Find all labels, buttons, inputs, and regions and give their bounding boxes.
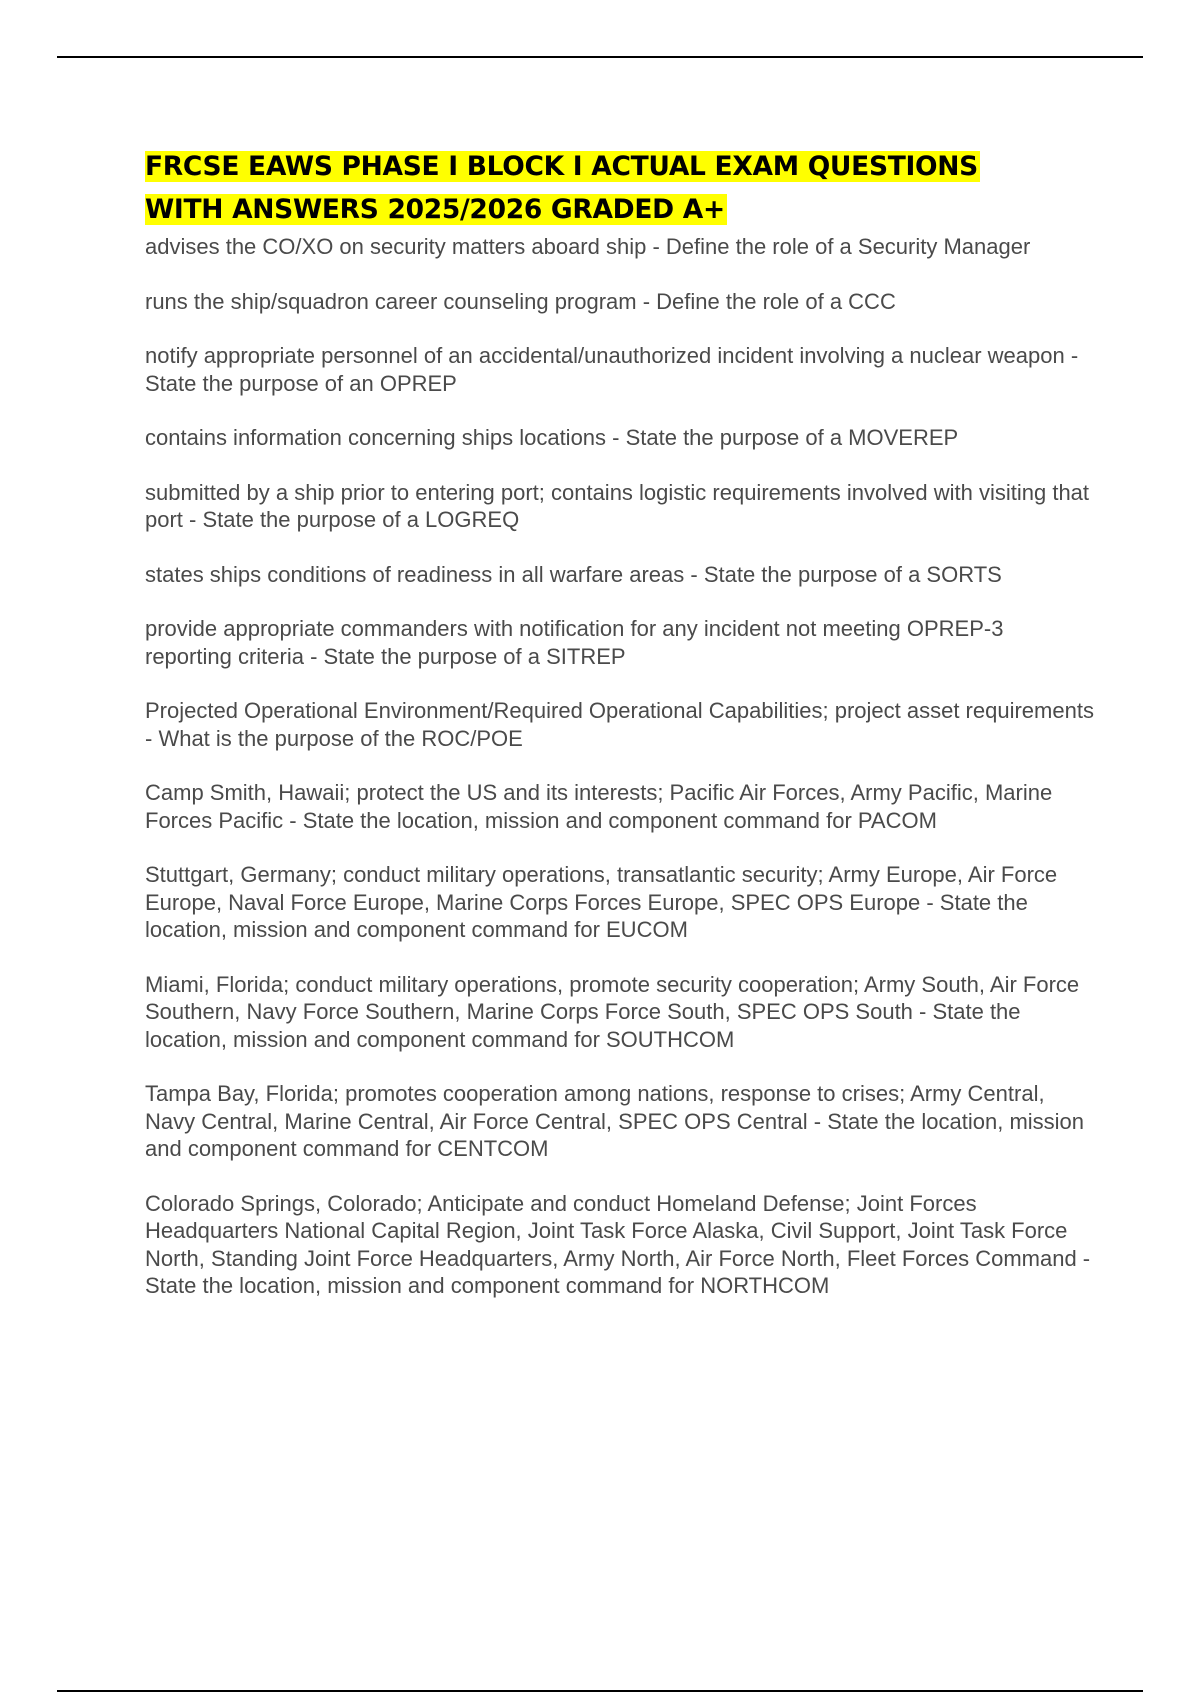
qa-item: Projected Operational Environment/Required Operational Capabilities; project asset requirements - What is the purpose of the ROC/POE: [145, 698, 1094, 751]
question-answer-list: [145, 233, 1095, 1300]
qa-item: Camp Smith, Hawaii; protect the US and its interests; Pacific Air Forces, Army Pacific, Marine Forces Pacific - State the location, mission and component command for PACOM: [145, 780, 1053, 833]
qa-item: Colorado Springs, Colorado; Anticipate and conduct Homeland Defense; Joint Forces Headquarters National Capital Region, Joint Task Force Alaska, Civil Support, Joint Task Force North, Standing Joint Force Headquarters, Army North, Air Force North, Fleet Forces Command - State the location, mission and component command for NORTHCOM: [145, 1190, 1091, 1298]
document-title-line-2: WITH ANSWERS 2025/2026 GRADED A+: [145, 194, 725, 225]
qa-item: Stuttgart, Germany; conduct military operations, transatlantic security; Army Europe, Air Force Europe, Naval Force Europe, Marine Corps Forces Europe, SPEC OPS Europe - State the location, mission and component command for EUCOM: [145, 862, 1058, 942]
document-body: [145, 145, 1095, 1327]
qa-item: provide appropriate commanders with notification for any incident not meeting OPREP-3 reporting criteria - State the purpose of a SITREP: [145, 616, 1004, 669]
document-title: [145, 145, 1095, 231]
qa-item: submitted by a ship prior to entering port; contains logistic requirements involved with visiting that port - State the purpose of a LOGREQ: [145, 479, 1090, 532]
bottom-divider: [57, 1690, 1143, 1692]
qa-item: states ships conditions of readiness in all warfare areas - State the purpose of a SORTS: [145, 561, 1002, 587]
qa-item: contains information concerning ships locations - State the purpose of a MOVEREP: [145, 425, 959, 450]
document-title-line-1: FRCSE EAWS PHASE I BLOCK I ACTUAL EXAM QUESTIONS: [145, 151, 978, 182]
qa-item: runs the ship/squadron career counseling program - Define the role of a CCC: [145, 288, 896, 314]
qa-item: notify appropriate personnel of an accidental/unauthorized incident involving a nuclear weapon - State the purpose of an OPREP: [145, 343, 1079, 396]
qa-item: Tampa Bay, Florida; promotes cooperation among nations, response to crises; Army Central, Navy Central, Marine Central, Air Force Central, SPEC OPS Central - State the location, mission and component command for CENTCOM: [145, 1081, 1085, 1161]
qa-item: Miami, Florida; conduct military operations, promote security cooperation; Army South, Air Force Southern, Navy Force Southern, Marine Corps Force South, SPEC OPS South - State the location, mission and component command for SOUTHCOM: [145, 971, 1080, 1052]
top-divider: [57, 56, 1143, 58]
qa-item: advises the CO/XO on security matters aboard ship - Define the role of a Security Manager: [145, 234, 1031, 259]
